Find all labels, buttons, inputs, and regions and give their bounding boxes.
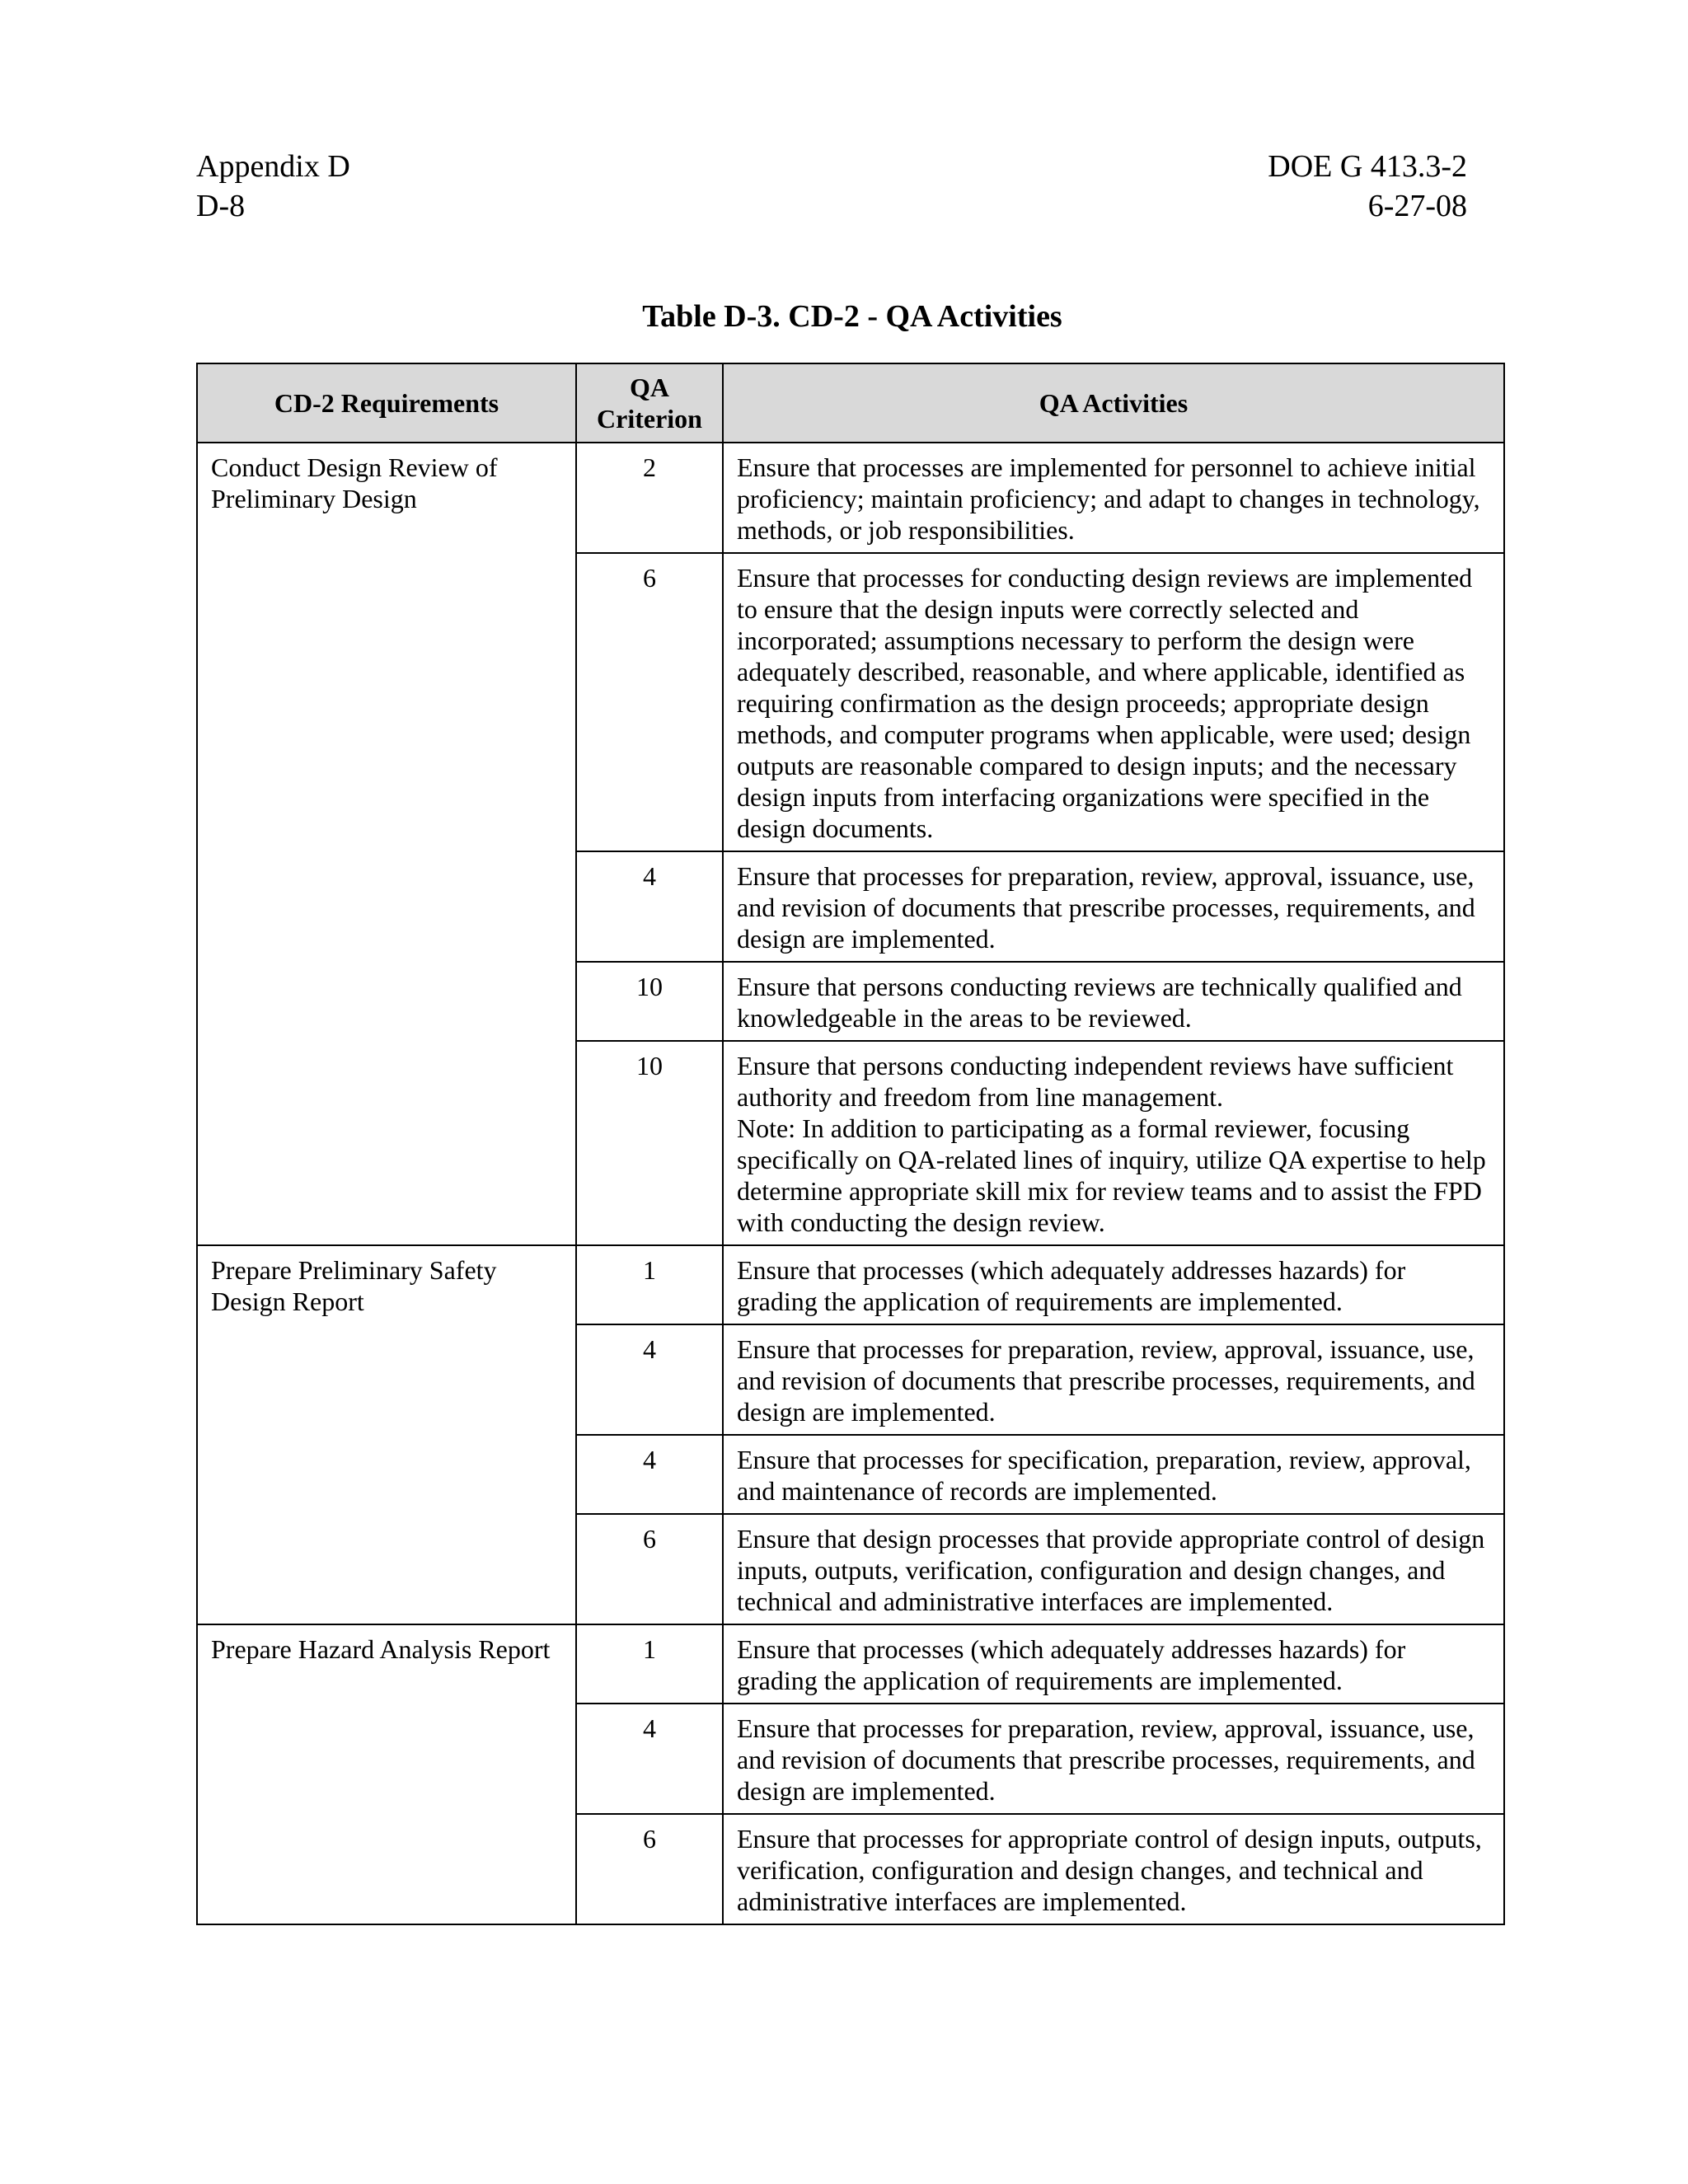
criterion-cell: 10 <box>576 1041 723 1245</box>
criterion-cell: 6 <box>576 1814 723 1924</box>
page-number: D-8 <box>196 189 246 223</box>
activity-cell: Ensure that persons conducting reviews are technically qualified and knowledgeable in the areas to be reviewed. <box>723 962 1504 1041</box>
criterion-cell: 4 <box>576 1704 723 1814</box>
criterion-cell: 2 <box>576 443 723 553</box>
activity-cell: Ensure that processes for preparation, review, approval, issuance, use, and revision of documents that prescribe processes, requirements, and design are implemented. <box>723 1704 1504 1814</box>
table-body <box>197 443 1504 1924</box>
activity-cell: Ensure that design processes that provide appropriate control of design inputs, outputs, verification, configuration and design changes, and technical and administrative interfaces are implemented. <box>723 1514 1504 1624</box>
table-row <box>197 1245 1504 1324</box>
criterion-cell: 6 <box>576 553 723 851</box>
column-header-requirements: CD-2 Requirements <box>197 363 576 443</box>
activity-cell: Ensure that processes (which adequately addresses hazards) for grading the application of requirements are implemented. <box>723 1624 1504 1704</box>
table-row <box>197 443 1504 553</box>
document-id: DOE G 413.3-2 <box>1268 149 1467 184</box>
criterion-cell: 6 <box>576 1514 723 1624</box>
activity-cell: Ensure that processes for preparation, review, approval, issuance, use, and revision of documents that prescribe processes, requirements, and design are implemented. <box>723 851 1504 962</box>
activity-cell: Ensure that processes for appropriate control of design inputs, outputs, verification, configuration and design changes, and technical and administrative interfaces are implemented. <box>723 1814 1504 1924</box>
requirement-cell: Conduct Design Review of Preliminary Design <box>197 443 576 1245</box>
column-header-activities: QA Activities <box>723 363 1504 443</box>
document-date: 6-27-08 <box>1367 189 1467 223</box>
criterion-header-line2: Criterion <box>597 404 702 434</box>
requirement-cell: Prepare Hazard Analysis Report <box>197 1624 576 1924</box>
activity-cell <box>723 1041 1504 1245</box>
activity-cell: Ensure that processes for specification, preparation, review, approval, and maintenance of records are implemented. <box>723 1435 1504 1514</box>
requirement-cell: Prepare Preliminary Safety Design Report <box>197 1245 576 1624</box>
criterion-cell: 4 <box>576 1435 723 1514</box>
activity-cell: Ensure that processes are implemented for personnel to achieve initial proficiency; maintain proficiency; and adapt to changes in technology, methods, or job responsibilities. <box>723 443 1504 553</box>
page-header-left <box>196 147 350 226</box>
criterion-cell: 10 <box>576 962 723 1041</box>
table-title: Table D-3. CD-2 - QA Activities <box>642 299 1062 334</box>
activity-text: Ensure that persons conducting independent reviews have sufficient authority and freedom from line management. <box>737 1051 1454 1112</box>
page-header-right <box>1268 147 1467 226</box>
column-header-criterion <box>576 363 723 443</box>
criterion-cell: 4 <box>576 851 723 962</box>
criterion-cell: 1 <box>576 1245 723 1324</box>
qa-activities-table <box>196 363 1505 1925</box>
activity-cell: Ensure that processes for conducting design reviews are implemented to ensure that the design inputs were correctly selected and incorporated; assumptions necessary to perform the design were adequately described, reasonable, and where applicable, identified as requiring confirmation as the design proceeds; appropriate design methods, and computer programs when applicable, were used; design outputs are reasonable compared to design inputs; and the necessary design inputs from interfacing organizations were specified in the design documents. <box>723 553 1504 851</box>
table-header-row <box>197 363 1504 443</box>
table-row <box>197 1624 1504 1704</box>
appendix-label: Appendix D <box>196 149 350 184</box>
criterion-header-line1: QA <box>630 373 669 402</box>
activity-cell: Ensure that processes (which adequately addresses hazards) for grading the application of requirements are implemented. <box>723 1245 1504 1324</box>
criterion-cell: 4 <box>576 1324 723 1435</box>
activity-cell: Ensure that processes for preparation, review, approval, issuance, use, and revision of documents that prescribe processes, requirements, and design are implemented. <box>723 1324 1504 1435</box>
criterion-cell: 1 <box>576 1624 723 1704</box>
activity-note: Note: In addition to participating as a formal reviewer, focusing specifically on QA-related lines of inquiry, utilize QA expertise to help determine appropriate skill mix for review teams and to assist the FPD with conducting the design review. <box>737 1113 1486 1237</box>
